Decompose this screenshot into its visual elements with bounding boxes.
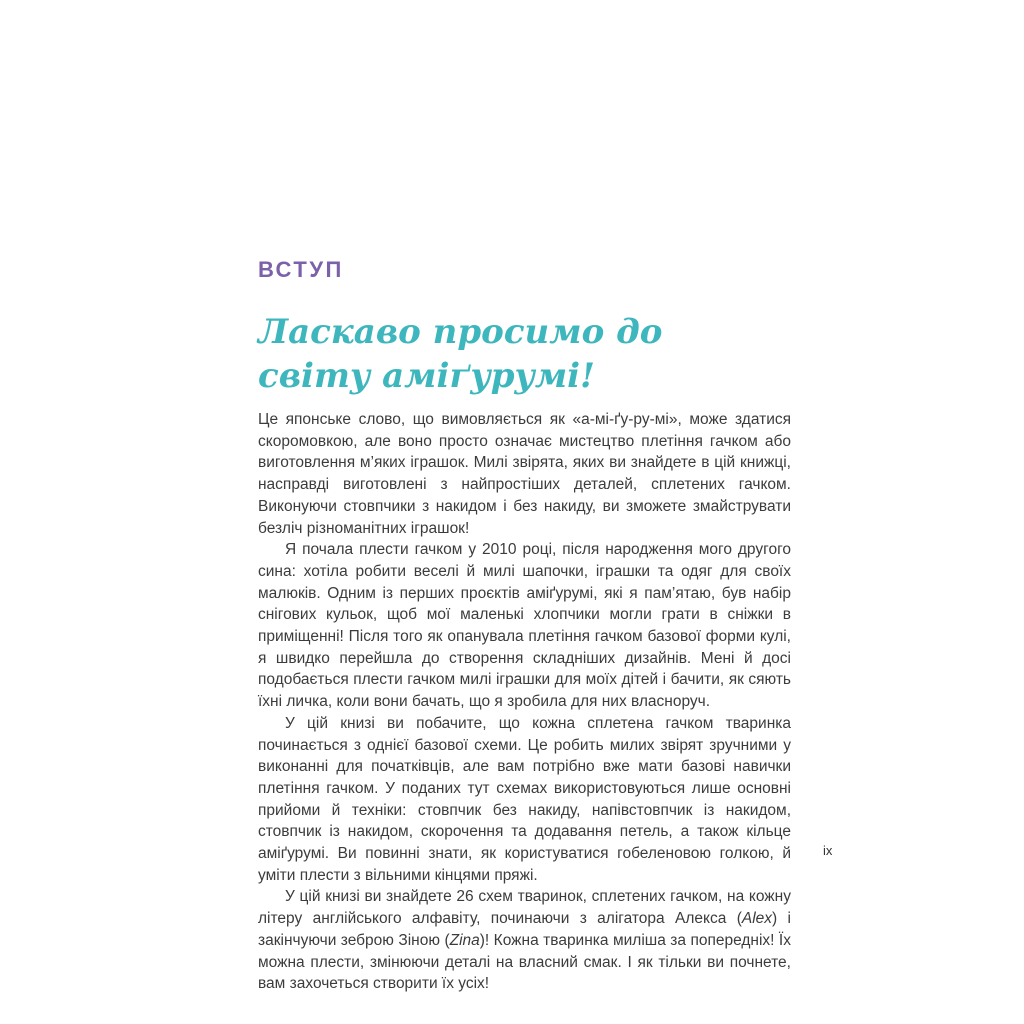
page-number: ix bbox=[823, 843, 833, 858]
paragraph-3: У цій книзі ви побачите, що кожна сплетена гачком тваринка починається з однієї базової схеми. Це робить милих звірят зручними у виконанні для початківців, але вам потрібно вже мати базові навички плетіння гачком. У поданих тут схемах використовуються лише основні прийоми й техніки: стовпчик без накиду, напівстовпчик із накидом, стовпчик із накидом, скорочення та додавання петель, а також кільце аміґурумі. Ви повинні знати, як користуватися гобеленовою голкою, й уміти плести з вільними кінцями пряжі. bbox=[258, 714, 791, 884]
paragraph-4-text-3: )! Кожна тваринка миліша за попередніх! Їх можна плести, змінюючи деталі на власний смак. І як тільки ви почнете, вам захочеться створити їх усіх! bbox=[258, 931, 791, 993]
page-title: Ласкаво просимо до світу аміґурумі! bbox=[258, 312, 663, 396]
paragraph-2: Я почала плести гачком у 2010 році, після народження мого другого сина: хотіла робити веселі й милі шапочки, іграшки та одяг для своїх малюків. Одним із перших проєктів аміґурумі, які я пам’ятаю, був набір снігових кульок, щоб мої маленькі хлопчики могли грати в сніжки в приміщенні! Після того як опанувала плетіння гачком базової форми кулі, я швидко перейшла до створення складніших дизайнів. Мені й досі подобається плести гачком милі іграшки для моїх дітей і бачити, як сяють їхні личка, коли вони бачать, що я зробила для них власноруч. bbox=[258, 541, 791, 711]
paragraph-1: Це японське слово, що вимовляється як «а-мі-ґу-ру-мі», може здатися скоромовкою, але воно просто означає мистецтво плетіння гачком або виготовлення м’яких іграшок. Милі звірята, яких ви знайдете в цій книжці, насправді виготовлені з найпростіших деталей, сплетених гачком. Виконуючи стовпчики з накидом і без накиду, ви зможете змайструвати безліч різноманітних іграшок! bbox=[258, 411, 791, 537]
paragraph-4 bbox=[258, 886, 791, 995]
paragraph-4-text-1: У цій книзі ви знайдете 26 схем тваринок, сплетених гачком, на кожну літеру англійського алфавіту, починаючи з алігатора Алекса ( bbox=[258, 888, 791, 928]
chapter-label: ВСТУП bbox=[258, 257, 344, 282]
paragraph-4-text-2: ) і закінчуючи зеброю Зіною ( bbox=[258, 910, 791, 949]
body-text bbox=[258, 409, 791, 995]
alligator-name-alex: Alex bbox=[741, 910, 773, 928]
zebra-name-zina: Zina bbox=[449, 931, 480, 949]
content-column bbox=[258, 257, 791, 995]
